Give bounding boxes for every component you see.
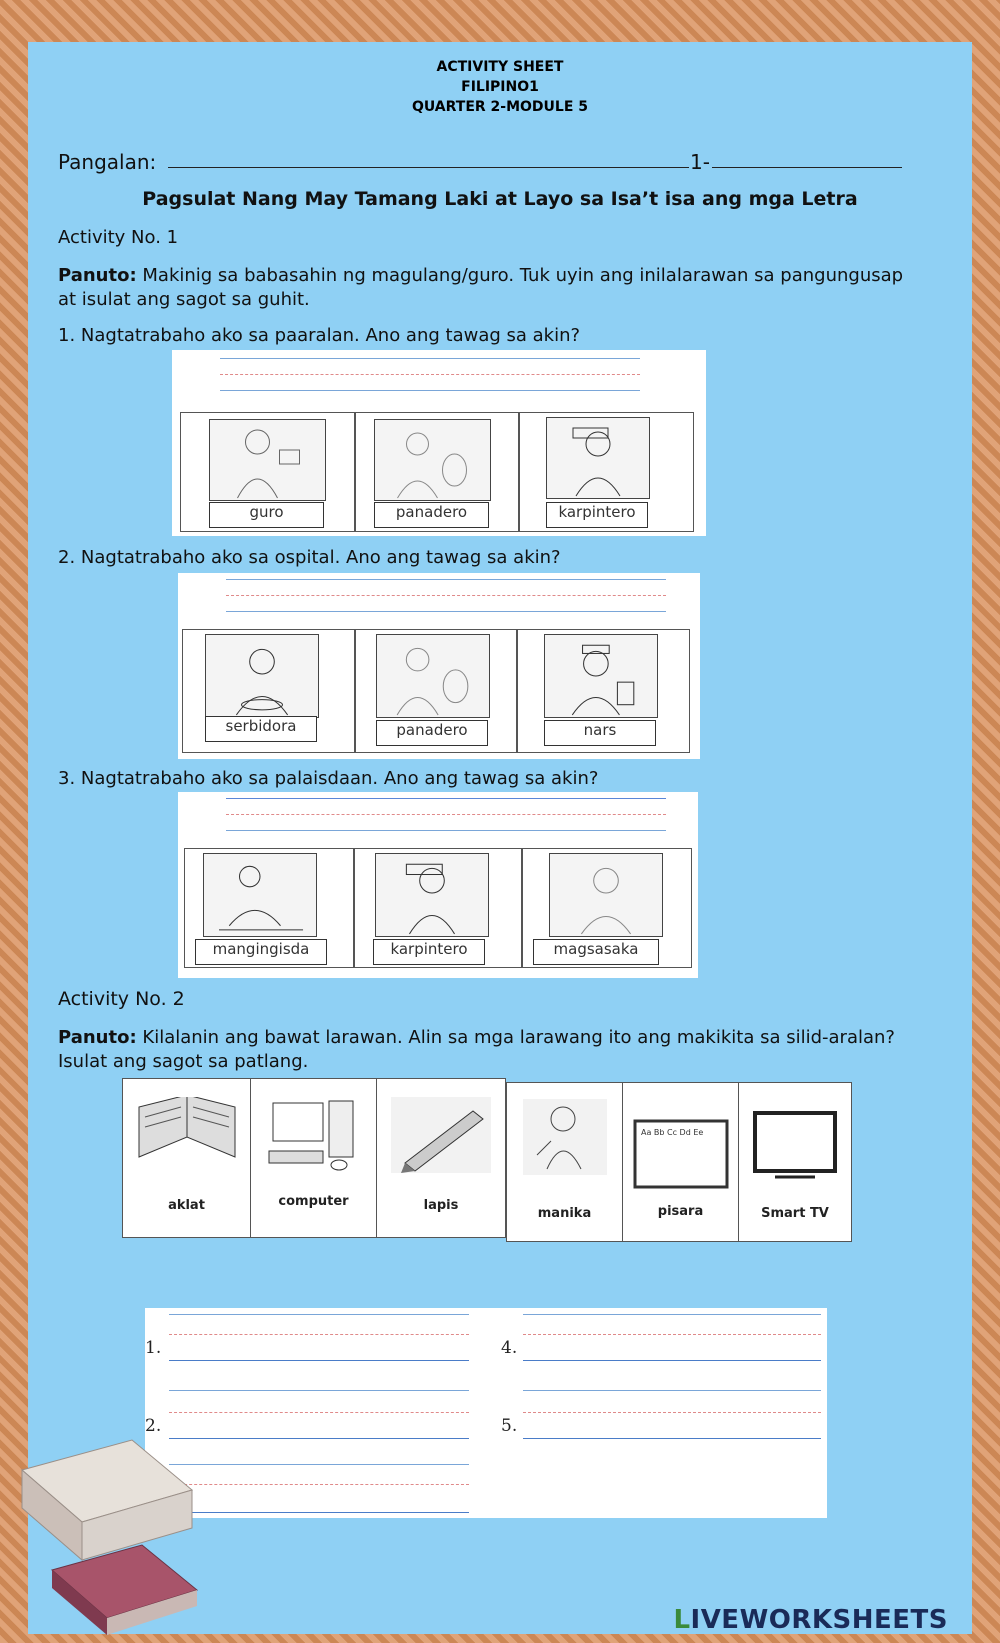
choice-serbidora[interactable] (182, 629, 355, 753)
answer-line-4[interactable] (523, 1360, 821, 1361)
choice-mangingisda[interactable] (184, 848, 354, 968)
computer-icon (263, 1097, 365, 1173)
answer-line-3[interactable] (169, 1512, 469, 1513)
object-manika[interactable] (507, 1083, 623, 1241)
chalkboard-icon (633, 1119, 729, 1189)
waitress-icon (205, 634, 319, 718)
liveworksheets-logo: LIVEWORKSHEETS (673, 1605, 948, 1635)
pencil-icon (391, 1097, 491, 1173)
answer-number: 5. (501, 1416, 518, 1436)
object-label: manika (537, 1206, 592, 1221)
choice-karpintero[interactable] (519, 412, 694, 532)
answer-number: 2. (145, 1416, 162, 1436)
choice-label: mangingisda (195, 939, 327, 965)
object-label: Smart TV (761, 1206, 829, 1221)
activity2-heading: Activity No. 2 (58, 988, 185, 1010)
object-pisara[interactable] (623, 1083, 739, 1241)
name-blank[interactable] (168, 167, 689, 168)
question-3-panel (178, 792, 698, 978)
choice-label: panadero (374, 502, 489, 528)
question-1-panel (172, 350, 706, 536)
question-2: 2. Nagtatrabaho ako sa ospital. Ano ang tawag sa akin? (58, 547, 561, 568)
choice-karpintero[interactable] (354, 848, 522, 968)
choice-label: nars (544, 720, 656, 746)
tv-icon (753, 1111, 837, 1181)
answer-number: 4. (501, 1338, 518, 1358)
object-computer[interactable] (251, 1079, 377, 1237)
choice-label: karpintero (546, 502, 648, 528)
lesson-title: Pagsulat Nang May Tamang Laki at Layo sa Isa’t isa ang mga Letra (142, 188, 858, 210)
teacher-icon (209, 419, 326, 501)
choice-panadero[interactable] (355, 629, 517, 753)
carpenter-icon (546, 417, 650, 499)
answer-number: 1. (145, 1338, 162, 1358)
object-label: lapis (423, 1198, 459, 1213)
choice-label: guro (209, 502, 324, 528)
section-blank[interactable] (712, 167, 902, 168)
choice-panadero[interactable] (355, 412, 519, 532)
fisherman-icon (203, 853, 317, 937)
objects-panel-right (506, 1082, 852, 1242)
object-lapis[interactable] (377, 1079, 505, 1237)
books-decoration-icon (12, 1430, 202, 1640)
choice-label: panadero (376, 720, 488, 746)
object-smart-tv[interactable] (739, 1083, 851, 1241)
question-2-panel (178, 573, 700, 759)
answer-panel (145, 1308, 827, 1518)
nurse-icon (544, 634, 658, 718)
baker-icon (374, 419, 491, 501)
name-label: Pangalan: (58, 150, 157, 174)
choice-nars[interactable] (517, 629, 690, 753)
answer-line-2[interactable] (169, 1438, 469, 1439)
object-aklat[interactable] (123, 1079, 251, 1237)
choice-magsasaka[interactable] (522, 848, 692, 968)
objects-panel-left (122, 1078, 506, 1238)
book-icon (133, 1097, 241, 1169)
object-label: computer (278, 1194, 349, 1209)
module-title: QUARTER 2-MODULE 5 (411, 99, 589, 115)
question-1: 1. Nagtatrabaho ako sa paaralan. Ano ang tawag sa akin? (58, 325, 581, 346)
question-3: 3. Nagtatrabaho ako sa palaisdaan. Ano ang tawag sa akin? (58, 768, 599, 789)
farmer-icon (549, 853, 663, 937)
answer-line-1[interactable] (169, 1360, 469, 1361)
choice-label: magsasaka (533, 939, 659, 965)
activity1-instruction: Panuto: Makinig sa babasahin ng magulang/guro. Tuk uyin ang inilalarawan sa pangungusap at isulat ang sagot sa guhit. (58, 265, 904, 310)
sheet-title: ACTIVITY SHEET (436, 59, 564, 75)
doll-icon (523, 1099, 607, 1175)
object-label: aklat (168, 1198, 205, 1213)
activity2-instruction: Panuto: Kilalanin ang bawat larawan. Alin sa mga larawang ito ang makikita sa silid-aralan? Isulat ang sagot sa patlang. (58, 1027, 895, 1072)
object-label: pisara (657, 1204, 704, 1219)
carpenter-icon (375, 853, 489, 937)
subject-title: FILIPINO1 (461, 79, 539, 95)
choice-guro[interactable] (180, 412, 355, 532)
section-label: 1- (690, 150, 710, 174)
baker-icon (376, 634, 490, 718)
choice-label: serbidora (205, 716, 317, 742)
activity1-heading: Activity No. 1 (58, 227, 179, 248)
answer-line-5[interactable] (523, 1438, 821, 1439)
choice-label: karpintero (373, 939, 485, 965)
svg-text:Aa Bb Cc Dd Ee: Aa Bb Cc Dd Ee (641, 1128, 704, 1137)
